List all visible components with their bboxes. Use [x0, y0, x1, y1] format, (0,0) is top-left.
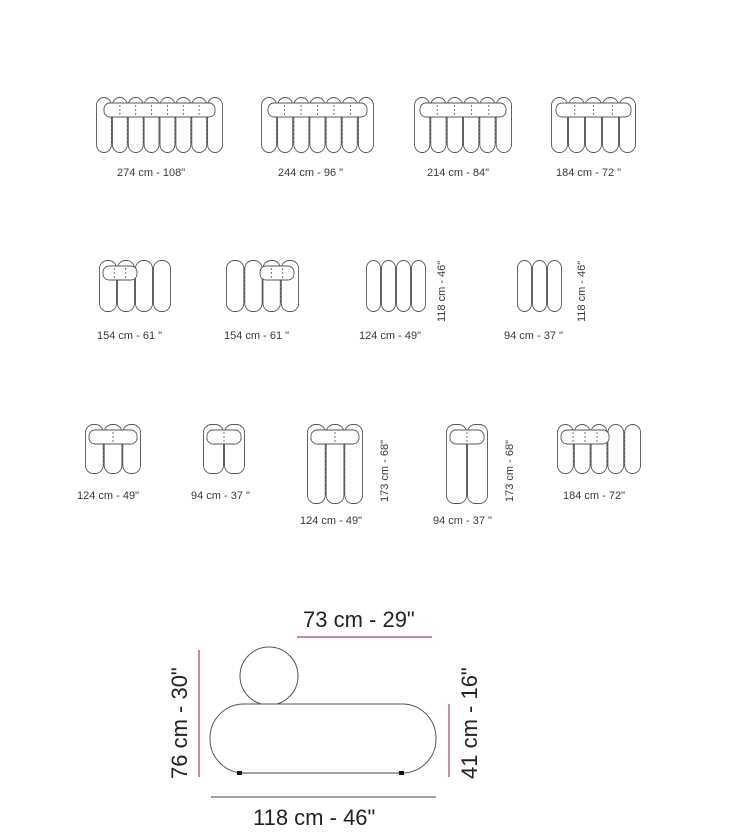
width-label-244: 244 cm - 96 " [278, 167, 344, 179]
width-label-124-bench: 124 cm - 49" [359, 330, 421, 342]
width-label-154-right: 154 cm - 61 " [224, 330, 290, 342]
width-label-214: 214 cm - 84" [427, 167, 489, 179]
depth-label-124-bench: 118 cm - 46" [436, 260, 448, 322]
width-label-94-seat: 94 cm - 37 " [191, 490, 250, 502]
depth-label-124-chaise: 173 cm - 68" [379, 440, 391, 502]
depth-label-94-chaise: 173 cm - 68" [504, 440, 516, 502]
width-label-154-left: 154 cm - 61 " [97, 330, 163, 342]
width-label-184-seat: 184 cm - 72" [563, 490, 625, 502]
backrest-cushion [240, 647, 298, 705]
width-label-124-chaise: 124 cm - 49" [300, 515, 362, 527]
depth-label: 118 cm - 46" [253, 805, 376, 830]
width-label-124-seat: 124 cm - 49" [77, 490, 139, 502]
seat-height-label: 41 cm - 16" [457, 667, 482, 779]
width-label-184: 184 cm - 72 " [556, 167, 622, 179]
seat-body [210, 704, 436, 773]
base-foot-left [237, 771, 242, 775]
width-label-274: 274 cm - 108" [117, 167, 186, 179]
backrest-depth-label: 73 cm - 29" [303, 607, 415, 632]
width-label-94-bench: 94 cm - 37 " [504, 330, 563, 342]
base-foot-right [399, 771, 404, 775]
depth-label-94-bench: 118 cm - 46" [576, 260, 588, 322]
width-label-94-chaise: 94 cm - 37 " [433, 515, 492, 527]
total-height-label: 76 cm - 30" [167, 667, 192, 779]
